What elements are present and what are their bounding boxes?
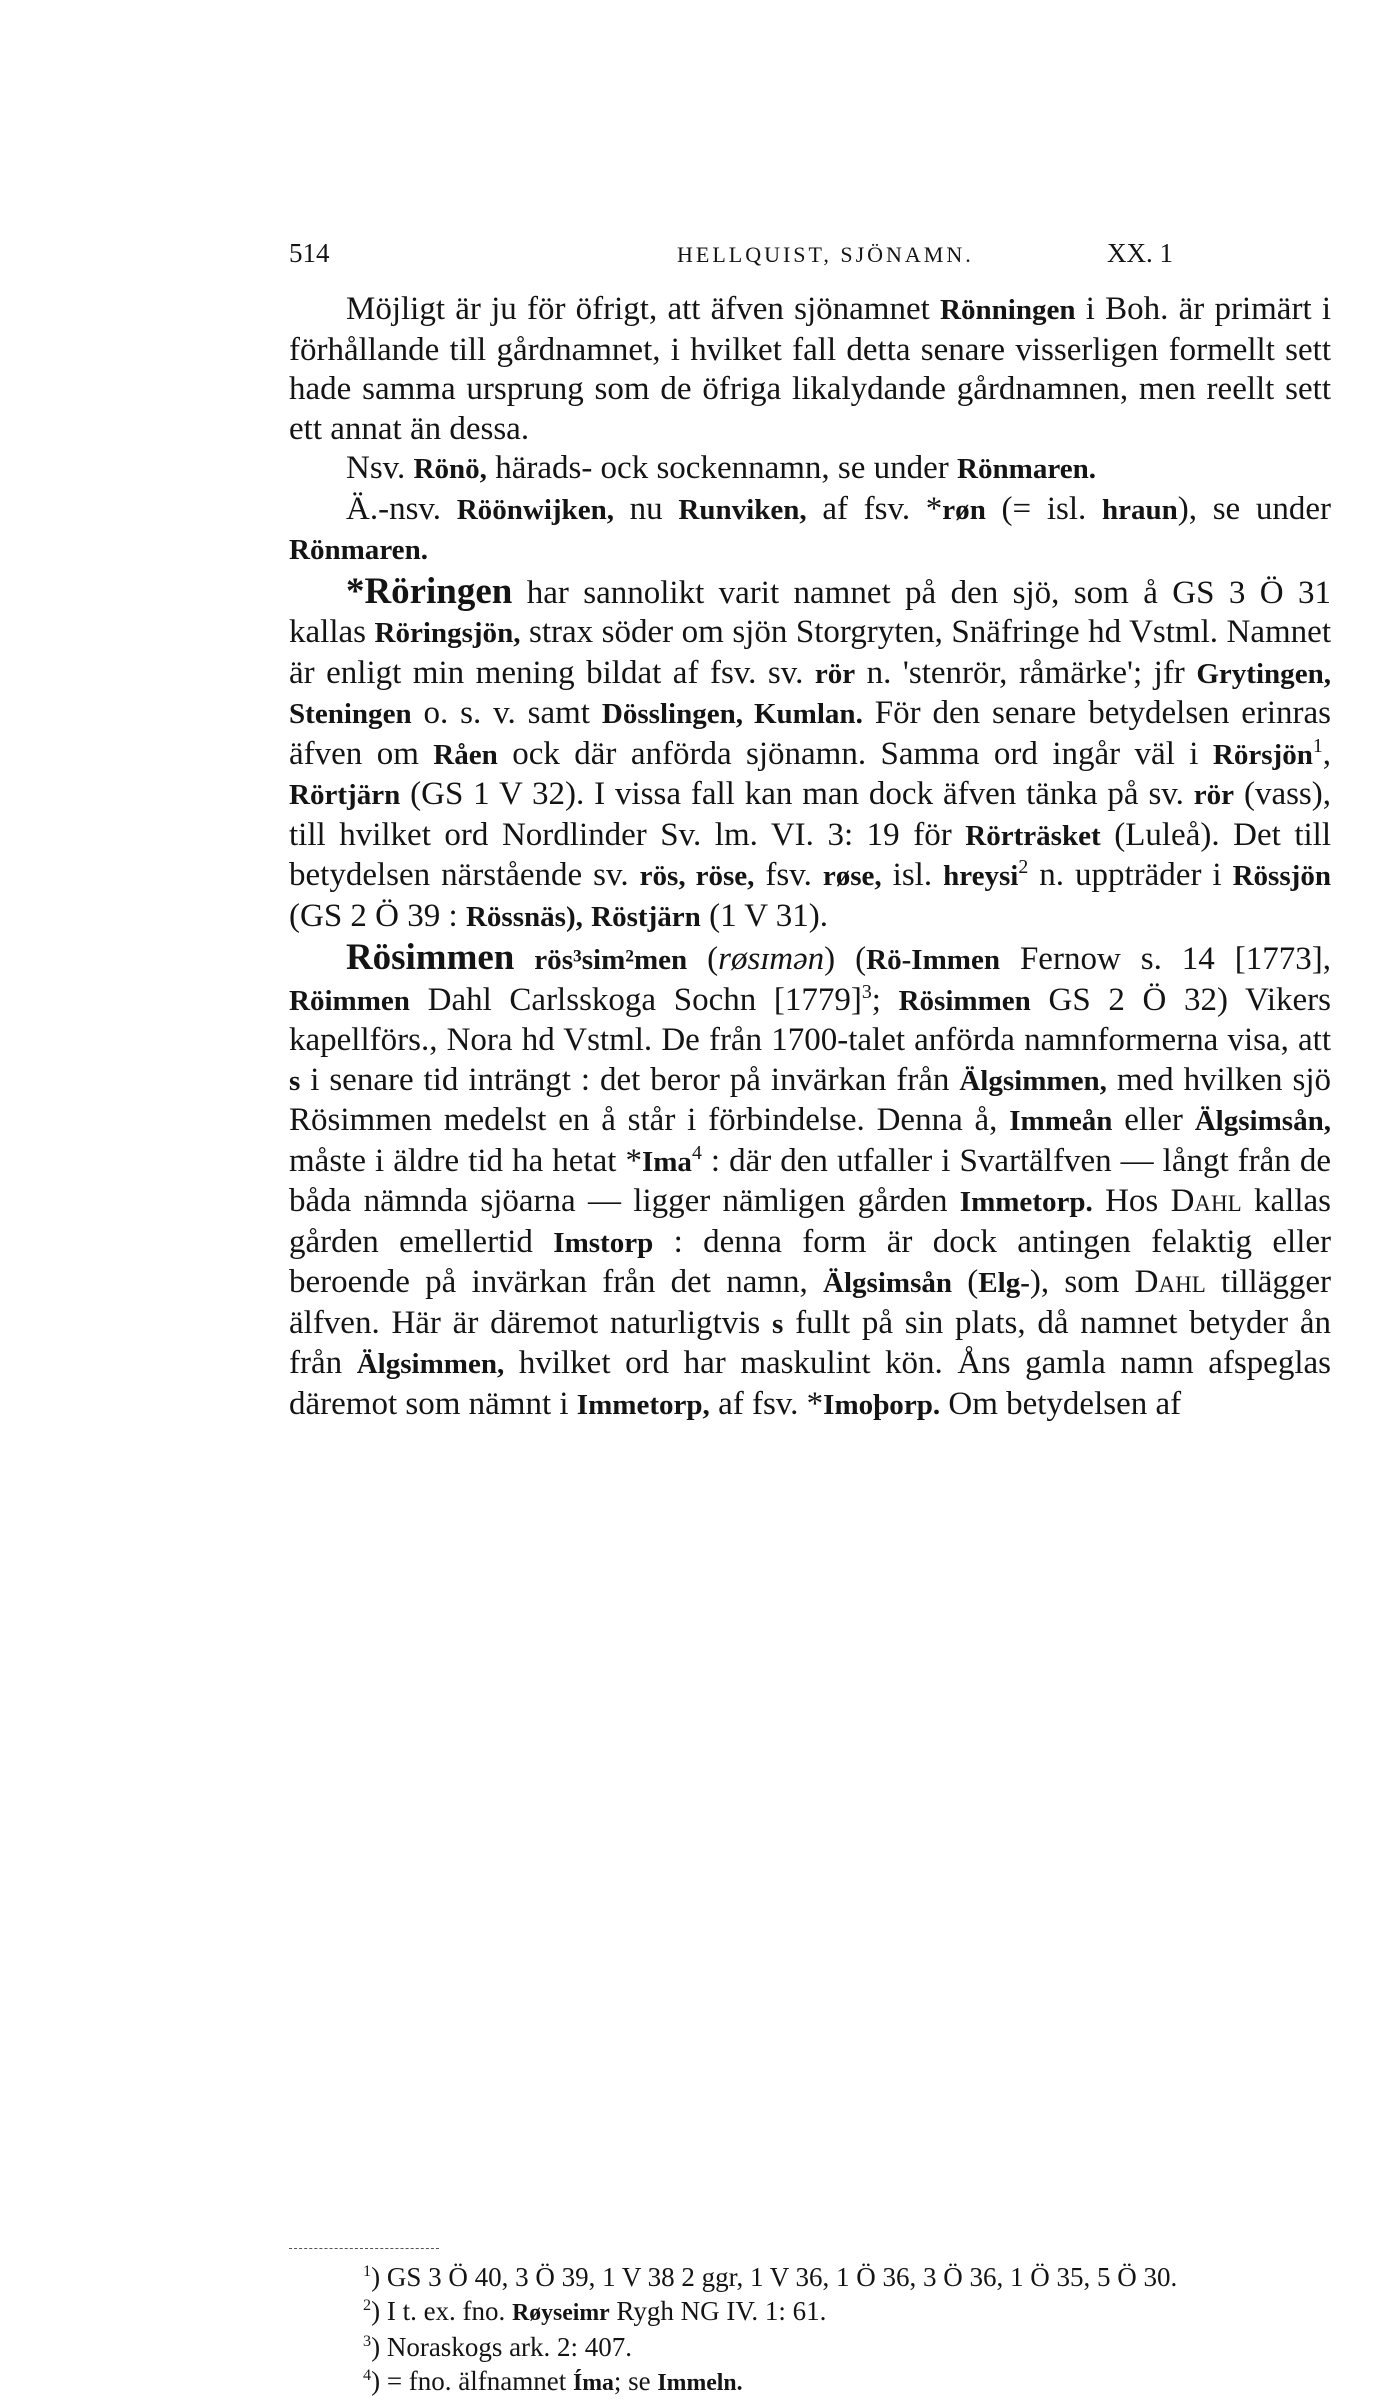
paragraph-rono: Nsv. Rönö, härads- ock sockennamn, se under Rönmaren. bbox=[346, 450, 1097, 486]
footnote-ref-1: 1 bbox=[1312, 734, 1323, 757]
paragraph-ronningen: Möjligt är ju för öfrigt, att äfven sjönamnet Rönningen i Boh. är primärt i förhållande till gårdnamnet, i hvilket fall detta senare visserligen formellt sett hade samma ursprung som de öfriga likalydande gårdnamnen, men reellt sett ett annat än dessa. bbox=[289, 291, 1331, 447]
footnote-3: $^3$) Noraskogs ark. 2: 407. bbox=[363, 2332, 633, 2362]
footnote-ref-3: 3 bbox=[861, 980, 872, 1003]
main-text bbox=[289, 290, 1331, 1425]
page-header bbox=[289, 238, 1389, 284]
footnote-4: $^4$) = fno. älfnamnet Íma; se Immeln. bbox=[363, 2366, 743, 2396]
page-number: 514 bbox=[289, 238, 330, 268]
headword-rosimmen: Rösimmen bbox=[346, 936, 515, 977]
paragraph-roonwijken: Ä.-nsv. Röönwijken, nu Runviken, af fsv. *røn (= isl. hraun), se under Rönmaren. bbox=[289, 490, 1332, 566]
entry-roringen: *Röringen har sannolikt varit namnet på den sjö, som å GS 3 Ö 31 kallas Röringsjön, strax söder om sjön Storgryten, Snäfringe hd Vstml. Namnet är enligt min mening bildat af fsv. sv. rör n. 'stenrör, råmärke'; jfr Grytingen, Steningen o. s. v. samt Dösslingen, Kumlan. För den senare betydelsen erinras äfven om Råen ock där anförda sjönamn. Samma ord ingår väl i Rörsjön$^1$, Rörtjärn (GS 1 V 32). I vissa fall kan man dock äfven tänka på sv. rör (vass), till hvilket ord Nordlinder Sv. lm. VI. 3: 19 för Rörträsket (Luleå). Det till betydelsen närstående sv. rös, röse, fsv. røse, isl. hreysi$^2$ n. uppträder i Rössjön (GS 2 Ö 39 : Rössnäs), Röstjärn (1 V 31). bbox=[289, 569, 1332, 934]
footnote-ref-2: 2 bbox=[1018, 856, 1029, 878]
footnote-ref-4: 4 bbox=[691, 1141, 702, 1164]
footnote-2: $^2$) I t. ex. fno. Røyseimr Rygh NG IV. 1: 61. bbox=[363, 2296, 827, 2326]
headword-roringen: *Röringen bbox=[346, 569, 513, 611]
phonetic-transcription: røsɪmən bbox=[718, 941, 825, 977]
running-title: HELLQUIST, SJÖNAMN. bbox=[677, 242, 974, 267]
footnote-1: $^1$) GS 3 Ö 40, 3 Ö 39, 1 V 38 2 ggr, 1 V 36, 1 Ö 36, 3 Ö 36, 1 Ö 35, 5 Ö 30. bbox=[363, 2262, 1178, 2292]
part-number: XX. 1 bbox=[1107, 238, 1173, 268]
entry-rosimmen: Rösimmen rös³sim²men (røsɪmən) (Rö-Immen Fernow s. 14 [1773], Röimmen Dahl Carlsskoga Sochn $[1779]^3$; Rösimmen GS 2 Ö 32) Vikers kapellförs., Nora hd Vstml. De från 1700-talet anförda namnformerna visa, att s i senare tid inträngt : det beror på invärkan från Älgsimmen, med hvilken sjö Rösimmen medelst en å står i förbindelse. Denna å, Immeån eller Älgsimsån, måste i äldre tid ha hetat *Ima$^4$ : där den utfaller i Svartälfven — långt från de båda nämnda sjöarna — ligger nämligen gården Immetorp. Hos Dahl kallas gården emellertid Imstorp : denna form är dock antingen felaktig eller beroende på invärkan från det namn, Älgsimsån (Elg-), som Dahl tillägger älfven. Här är däremot naturligtvis s fullt på sin plats, då namnet betyder ån från Älgsimmen, hvilket ord har maskulint kön. Åns gamla namn afspeglas däremot som nämnt i Immetorp, af fsv. *Imoþorp. Om betydelsen af bbox=[289, 936, 1332, 1422]
footnote-divider bbox=[289, 2248, 439, 2249]
footnotes bbox=[289, 2260, 1331, 2400]
